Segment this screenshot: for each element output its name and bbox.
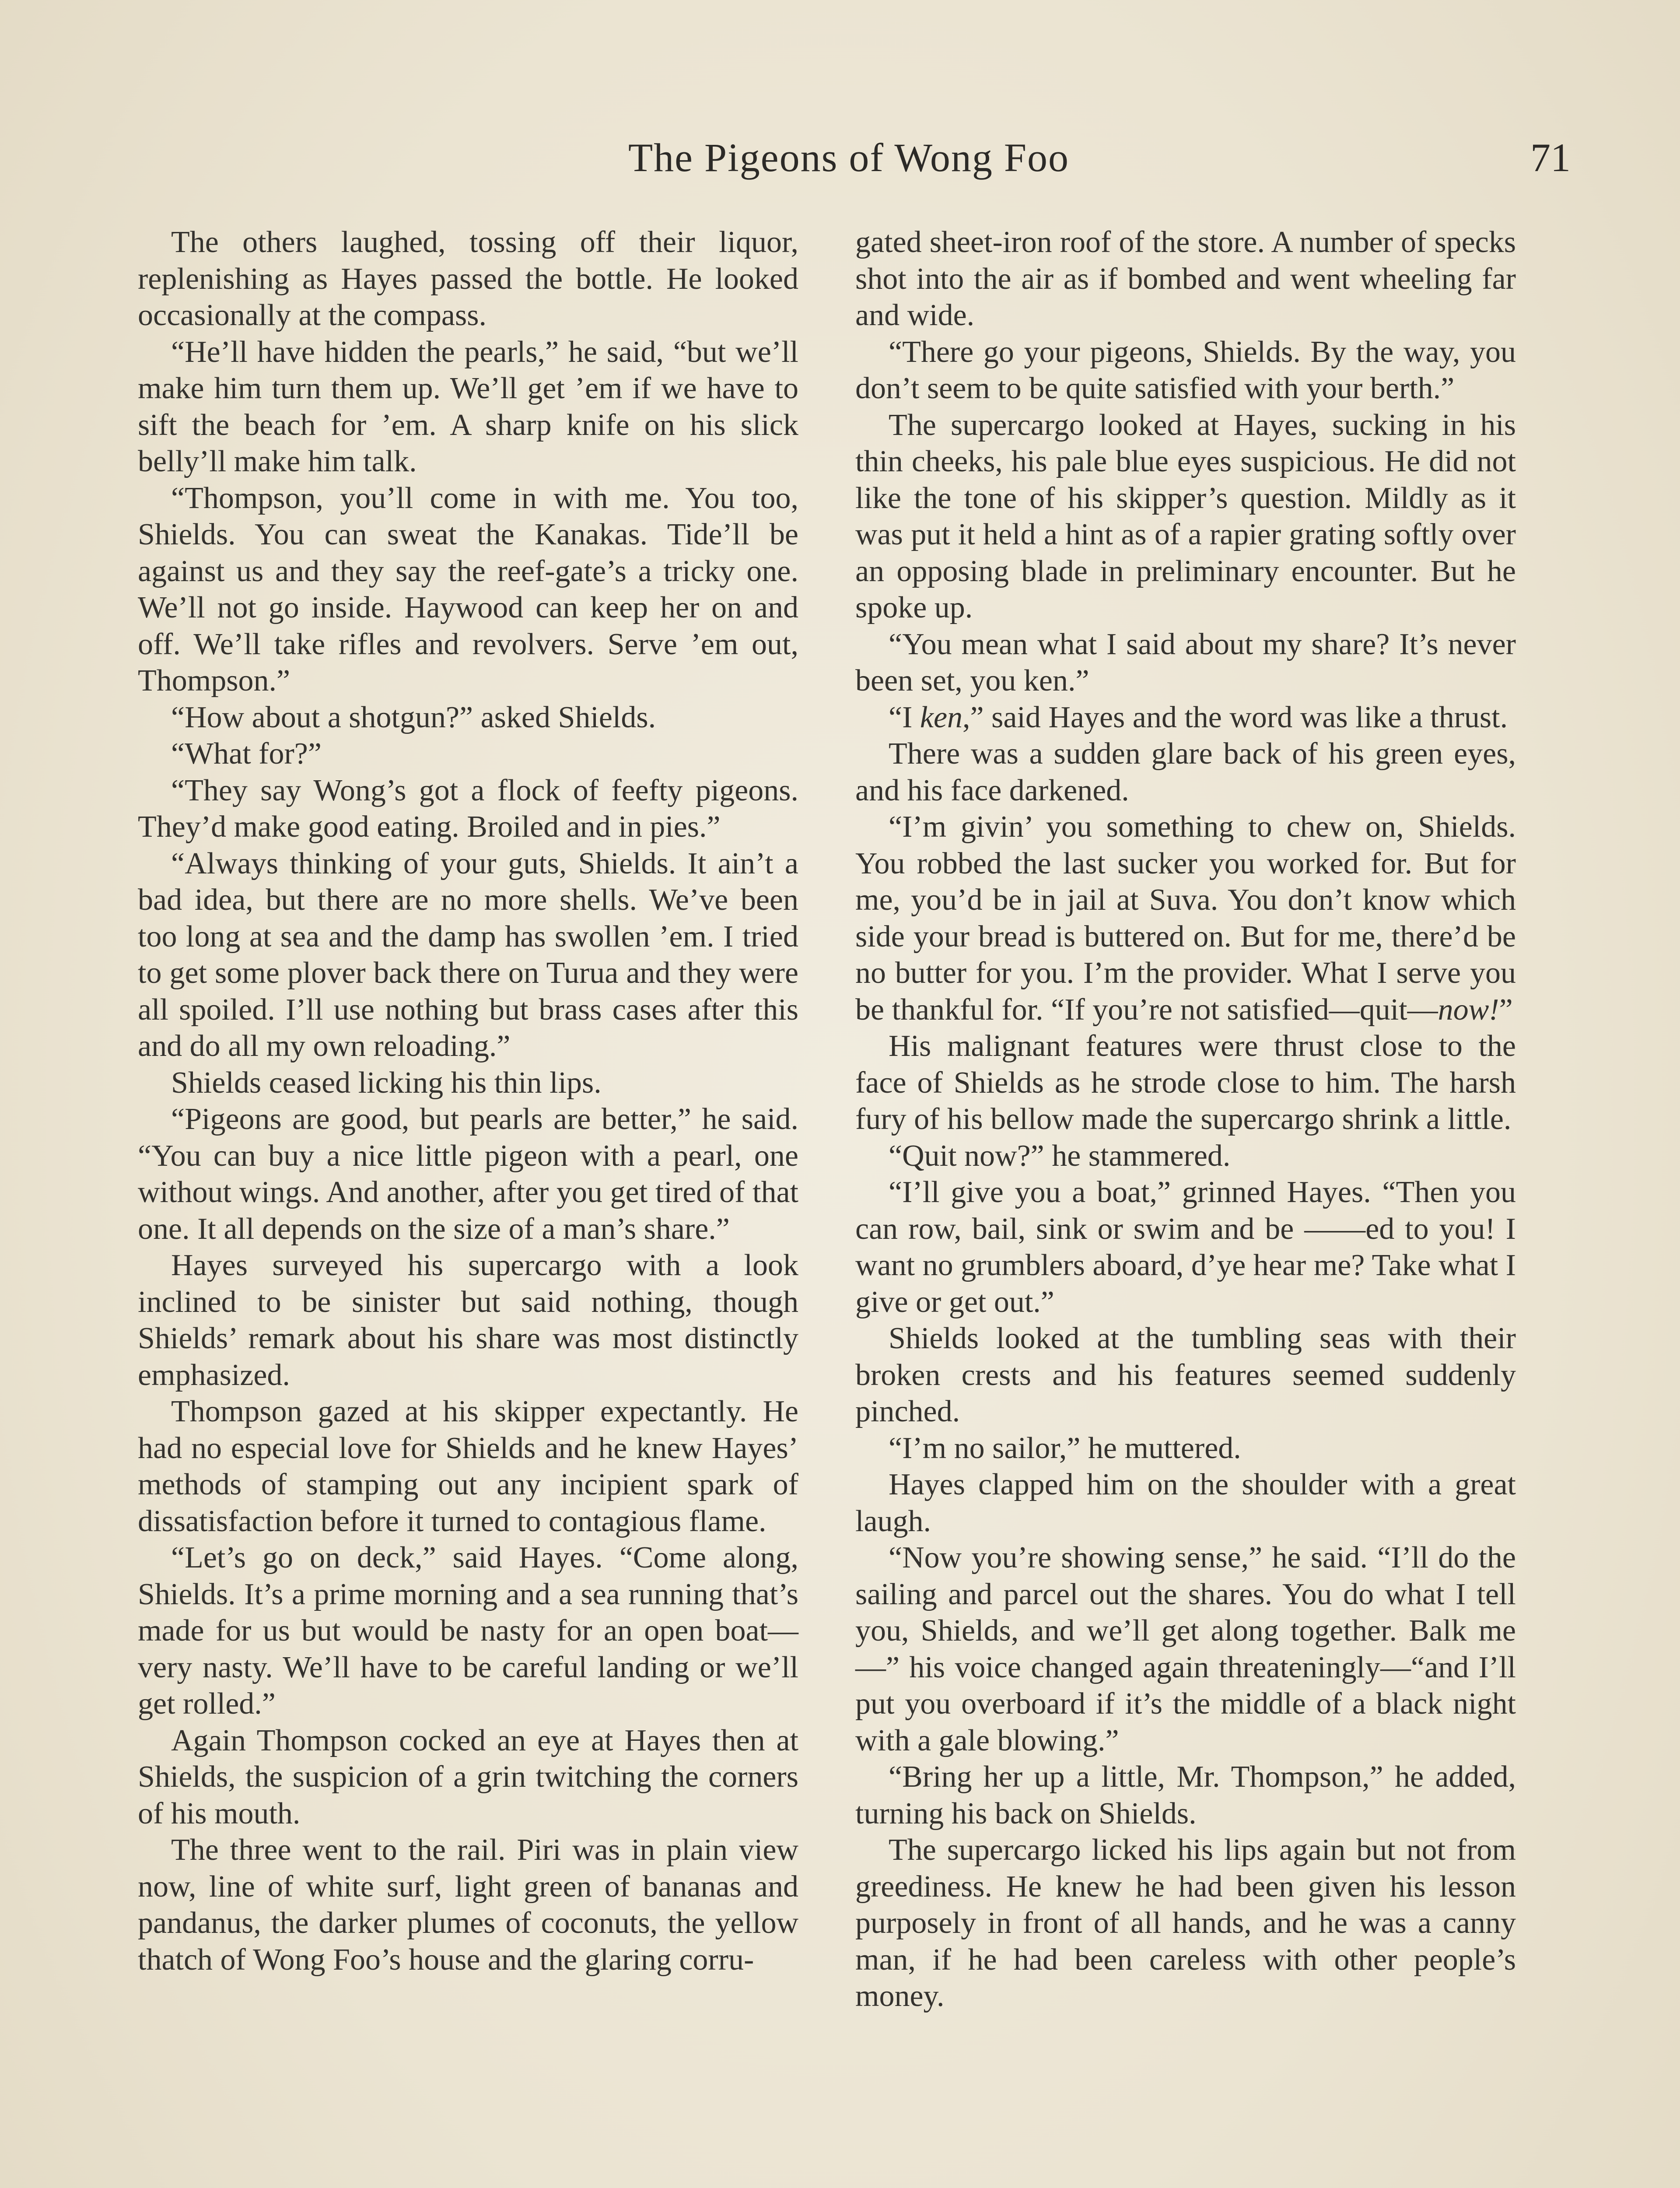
right-column bbox=[855, 224, 1516, 2015]
paragraph: “Always thinking of your guts, Shields. It ain’t a bad idea, but there are no more shells. We’ve been too long at sea and the damp has swollen ’em. I tried to get some plover back there on Turua and they were all spoiled. I’ll use nothing but brass cases after this and do all my own reloading.” bbox=[138, 846, 798, 1063]
paragraph: “I’ll give you a boat,” grinned Hayes. “Then you can row, bail, sink or swim and be ——ed to you! I want no grumblers aboard, d’ye hear me? Take what I give or get out.” bbox=[855, 1175, 1516, 1319]
text-run: “I bbox=[889, 700, 920, 734]
paragraph: “There go your pigeons, Shields. By the way, you don’t seem to be quite satisfied with your berth.” bbox=[855, 335, 1516, 405]
paragraph bbox=[855, 699, 1516, 736]
paragraph: The others laughed, tossing off their liquor, replenishing as Hayes passed the bottle. He looked occasionally at the compass. bbox=[138, 225, 798, 332]
paragraph: The supercargo looked at Hayes, sucking in his thin cheeks, his pale blue eyes suspicious. He did not like the tone of his skipper’s question. Mildly as it was put it held a hint as of a rapier grating softly over an opposing blade in preliminary encounter. But he spoke up. bbox=[855, 408, 1516, 624]
text-run: “I’m givin’ you something to chew on, Shields. You robbed the last sucker you worked for. But for me, you’d be in jail at Suva. You don’t know which side your bread is buttered on. But for me, there’d be no butter for you. I’m the provider. What I serve you be thankful for. “If you’re not satisfied—quit— bbox=[855, 810, 1516, 1027]
page-number: 71 bbox=[1530, 135, 1571, 180]
left-column bbox=[138, 224, 798, 1978]
paragraph: “I’m no sailor,” he muttered. bbox=[889, 1431, 1241, 1465]
continued-paragraph: gated sheet-iron roof of the store. A number of specks shot into the air as if bombed and went wheeling far and wide. bbox=[855, 225, 1516, 332]
text-run: ” bbox=[1499, 992, 1513, 1027]
paragraph: “How about a shotgun?” asked Shields. bbox=[171, 700, 656, 734]
paragraph: Hayes surveyed his supercargo with a look inclined to be sinister but said nothing, though Shields’ remark about his share was most distinctly emphasized. bbox=[138, 1248, 798, 1392]
paragraph: “Quit now?” he stammered. bbox=[889, 1139, 1231, 1173]
italic-word: ken bbox=[920, 700, 963, 734]
paragraph bbox=[855, 809, 1516, 1028]
paragraph: “Bring her up a little, Mr. Thompson,” he added, turning his back on Shields. bbox=[855, 1760, 1516, 1830]
paragraph: “They say Wong’s got a flock of feefty pigeons. They’d make good eating. Broiled and in pies.” bbox=[138, 773, 798, 844]
paragraph: “What for?” bbox=[171, 737, 322, 771]
paragraph: “Thompson, you’ll come in with me. You too, Shields. You can sweat the Kanakas. Tide’ll be against us and they say the reef-gate’s a tricky one. We’ll not go inside. Haywood can keep her on and off. We’ll take rifles and revolvers. Serve ’em out, Thompson.” bbox=[138, 481, 798, 698]
paragraph: The supercargo licked his lips again but not from greediness. He knew he had been given his lesson purposely in front of all hands, and he was a canny man, if he had been careless with other people’s money. bbox=[855, 1833, 1516, 2013]
text-run: ,” said Hayes and the word was like a thrust. bbox=[962, 700, 1508, 734]
paragraph: “Pigeons are good, but pearls are better,” he said. “You can buy a nice little pigeon with a pearl, one without wings. And another, after you get tired of that one. It all depends on the size of a man’s share.” bbox=[138, 1102, 798, 1246]
paragraph: “Now you’re showing sense,” he said. “I’ll do the sailing and parcel out the shares. You do what I tell you, Shields, and we’ll get along together. Balk me—” his voice changed again threateningly—“and I’ll put you overboard if it’s the middle of a black night with a gale blowing.” bbox=[855, 1541, 1516, 1757]
paragraph: Thompson gazed at his skipper expectantly. He had no especial love for Shields and he knew Hayes’ methods of stamping out any incipient spark of dissatisfaction before it turned to contagious flame. bbox=[138, 1395, 798, 1538]
paragraph: The three went to the rail. Piri was in plain view now, line of white surf, light green of bananas and pandanus, the darker plumes of coconuts, the yellow thatch of Wong Foo’s house and the glaring corru- bbox=[138, 1833, 798, 1977]
paragraph: Shields looked at the tumbling seas with their broken crests and his features seemed suddenly pinched. bbox=[855, 1322, 1516, 1428]
paragraph: Again Thompson cocked an eye at Hayes then at Shields, the suspicion of a grin twitching the corners of his mouth. bbox=[138, 1723, 798, 1830]
paragraph: “He’ll have hidden the pearls,” he said, “but we’ll make him turn them up. We’ll get ’em if we have to sift the beach for ’em. A sharp knife on his slick belly’ll make him talk. bbox=[138, 335, 798, 478]
paragraph: There was a sudden glare back of his green eyes, and his face darkened. bbox=[855, 737, 1516, 807]
paragraph: Hayes clapped him on the shoulder with a great laugh. bbox=[855, 1468, 1516, 1538]
italic-word: now! bbox=[1438, 992, 1499, 1027]
paragraph: Shields ceased licking his thin lips. bbox=[171, 1066, 602, 1100]
paragraph: “You mean what I said about my share? It’s never been set, you ken.” bbox=[855, 627, 1516, 698]
paragraph: “Let’s go on deck,” said Hayes. “Come along, Shields. It’s a prime morning and a sea running that’s made for us but would be nasty for an open boat—very nasty. We’ll have to be careful landing or we’ll get rolled.” bbox=[138, 1541, 798, 1721]
paragraph: His malignant features were thrust close to the face of Shields as he strode close to him. The harsh fury of his bellow made the supercargo shrink a little. bbox=[855, 1029, 1516, 1136]
running-title: The Pigeons of Wong Foo bbox=[628, 135, 1069, 180]
